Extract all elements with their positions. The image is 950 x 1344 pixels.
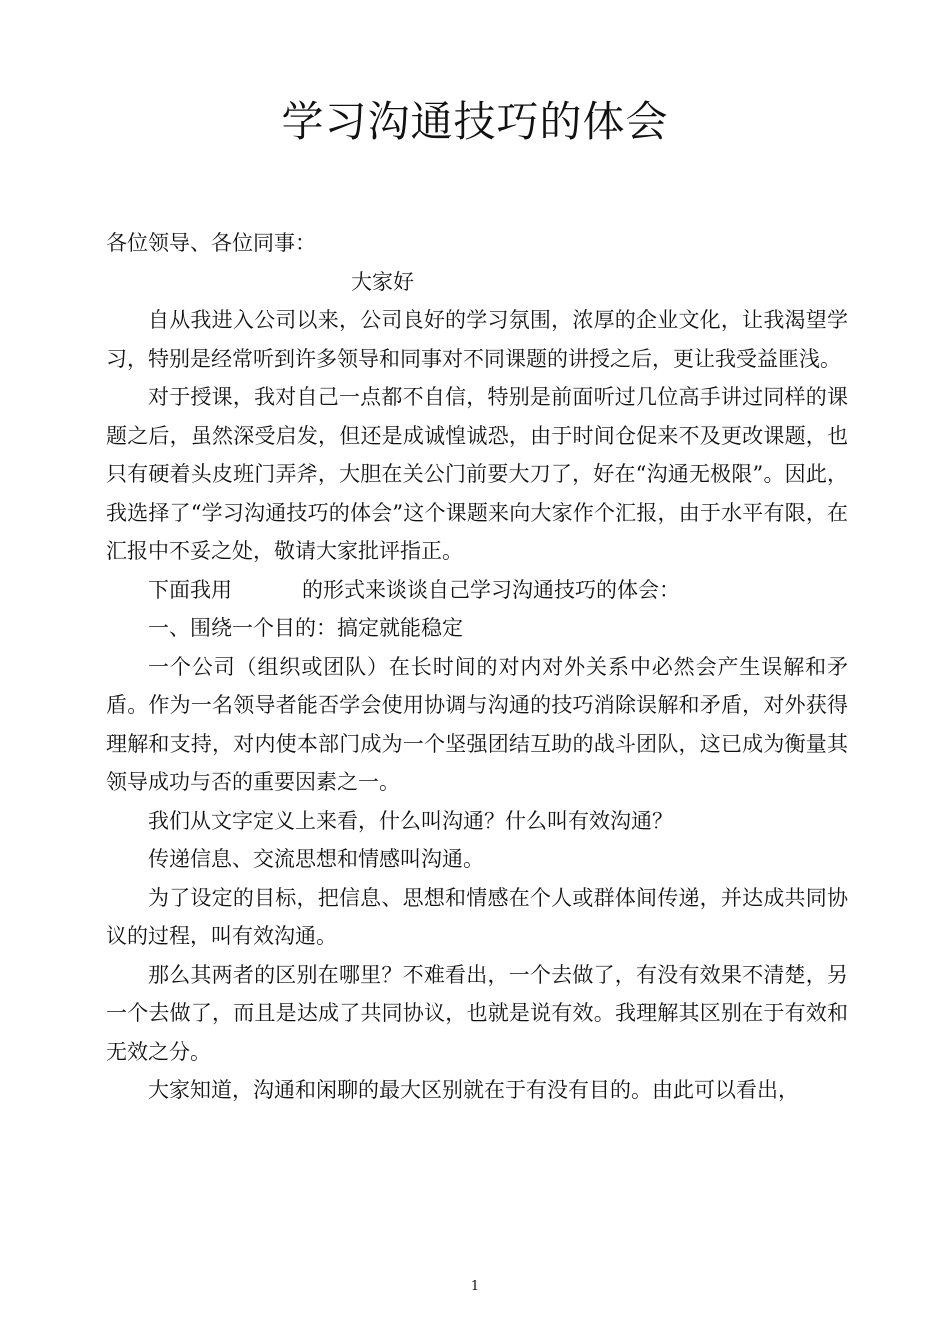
paragraph: 一个公司（组织或团队）在长时间的对内对外关系中必然会产生误解和矛盾。作为一名领导者能否学会使用协调与沟通的技巧消除误解和矛盾，对外获得理解和支持，对内使本部门成为一个坚强团结互助的战斗团队，这已成为衡量其领导成功与否的重要因素之一。 [106,654,848,794]
greeting: 大家好 [351,269,414,294]
intro-text-end: 的形式来谈谈自己学习沟通技巧的体会： [302,577,680,602]
paragraph: 自从我进入公司以来，公司良好的学习氛围，浓厚的企业文化，让我渴望学习，特别是经常听到许多领导和同事对不同课题的讲授之后，更让我受益匪浅。 [106,308,848,371]
paragraph: 大家知道，沟通和闲聊的最大区别就在于有没有目的。由此可以看出， [148,1078,799,1102]
section-heading: 一、围绕一个目的：搞定就能稳定 [148,616,463,640]
paragraph: 传递信息、交流思想和情感叫沟通。 [148,847,484,871]
page-number: 1 [470,1279,480,1294]
paragraph: 那么其两者的区别在哪里？不难看出，一个去做了，有没有效果不清楚，另一个去做了，而且是达成了共同协议，也就是说有效。我理解其区别在于有效和无效之分。 [106,962,848,1064]
document-body [106,224,848,1110]
paragraph: 为了设定的目标，把信息、思想和情感在个人或群体间传递，并达成共同协议的过程，叫有效沟通。 [106,885,848,948]
paragraph: 我们从文字定义上来看，什么叫沟通？什么叫有效沟通？ [148,808,673,833]
intro-text-start: 下面我用 [148,577,232,602]
salutation: 各位领导、各位同事： [106,231,316,255]
document-title: 学习沟通技巧的体会 [281,97,669,146]
paragraph: 对于授课，我对自己一点都不自信，特别是前面听过几位高手讲过同样的课题之后，虽然深受启发，但还是成诚惶诚恐，由于时间仓促来不及更改课题，也只有硬着头皮班门弄斧，大胆在关公门前要大刀了，好在“沟通无极限”。因此，我选择了“学习沟通技巧的体会”这个课题来向大家作个汇报，由于水平有限，在汇报中不妥之处，敬请大家批评指正。 [106,385,848,563]
intro-paragraph [106,571,848,610]
